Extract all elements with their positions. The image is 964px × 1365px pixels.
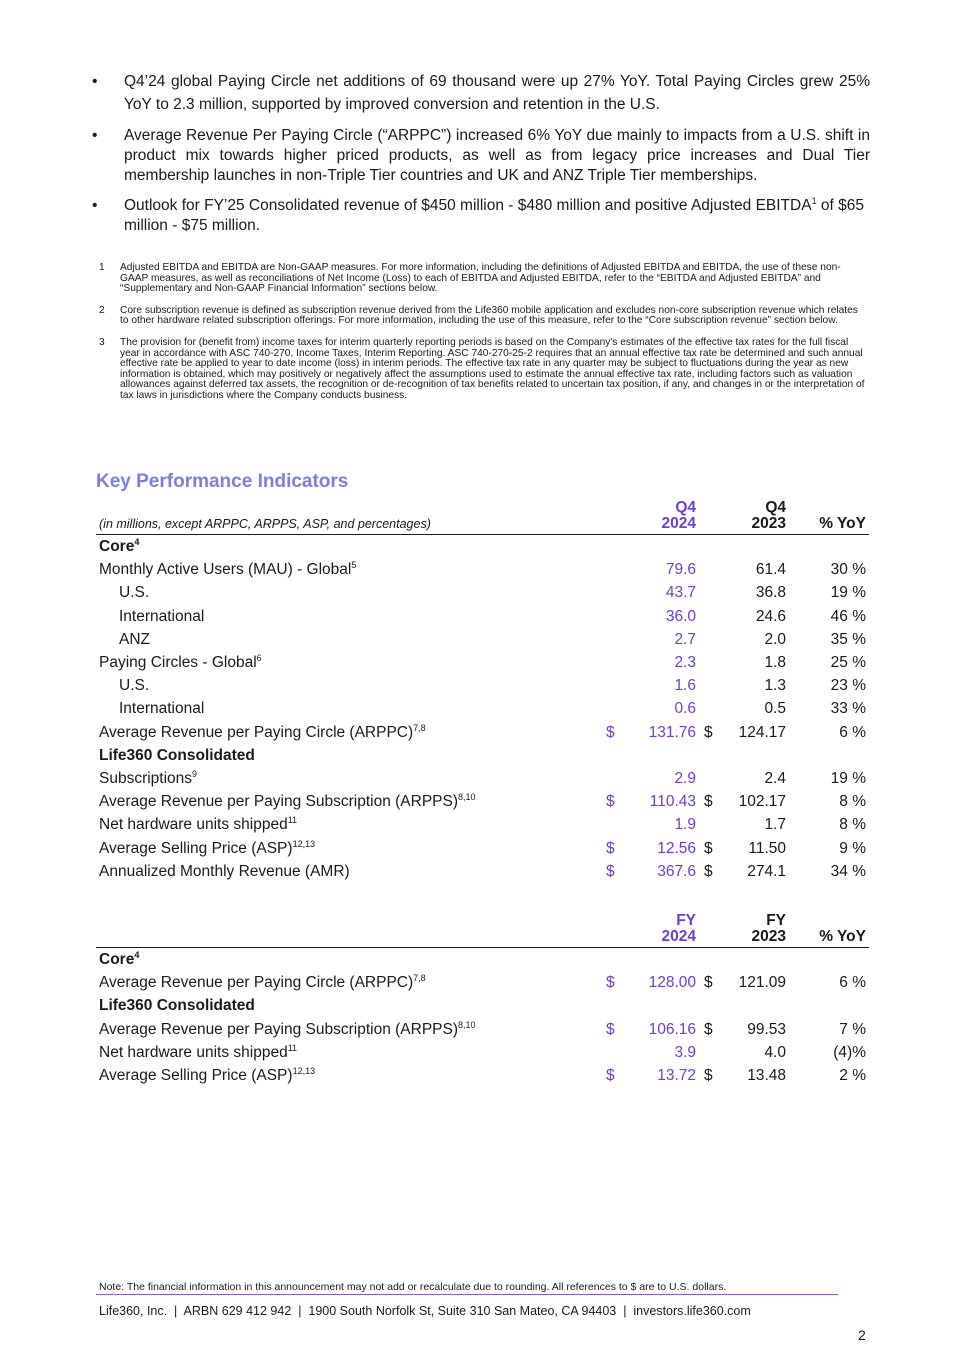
footnote-ref: 4 [134,536,140,547]
row-label-text: Average Revenue per Paying Circle (ARPPC) [99,723,414,741]
currency-symbol: $ [606,723,615,741]
value-current: 131.76 [648,723,696,741]
value-prior: 99.53 [747,1020,786,1038]
footnote-ref: 9 [192,768,198,779]
currency-symbol: $ [606,1020,615,1038]
footnote-ref: 8,10 [458,792,476,803]
section-row [96,948,869,972]
col-current-header [626,913,696,948]
header-spacer [606,913,626,948]
row-label [96,581,606,604]
footnote-ref: 1 [811,195,817,206]
row-label [96,1041,606,1064]
value-prior: 0.5 [764,700,786,718]
footnote-number: 2 [99,304,105,316]
value-yoy: 35 % [830,630,866,648]
currency-current [606,721,626,744]
value-yoy: (4)% [833,1043,866,1061]
table-row [96,721,869,744]
section-label [96,744,869,767]
header-spacer [696,913,726,948]
col-prior-header [726,913,786,948]
value-current: 43.7 [665,584,696,602]
footnote-ref: 6 [256,652,262,663]
footnote-number: 3 [99,336,105,348]
table-caption: (in millions, except ARPPC, ARPPS, ASP, and percentages) [96,500,606,535]
value-current: 36.0 [665,607,696,625]
value-current: 128.00 [648,974,696,992]
currency-current [606,813,626,836]
currency-symbol: $ [606,974,615,992]
value-prior: 1.8 [764,654,786,672]
footnote-1 [96,263,866,295]
table-row [96,1064,869,1087]
col-current-year: 2024 [661,928,696,945]
currency-symbol: $ [704,862,713,880]
currency-current [606,837,626,860]
currency-prior [696,1064,726,1087]
footnote-text: The provision for (benefit from) income taxes for interim quarterly reporting periods is based on the Company's estimates of the effective tax rates for the full fiscal year in accordance with ASC 740-270, Income Taxes, Interim Reporting. ASC 740-270-25-2 requires that an annual effective tax rate be determined and such annual effective rate be applied to year to date income (loss) in interim periods. The effective tax rate in any quarter may be subject to fluctuations during the year as new information is obtained, which may positively or negatively affect the assumptions used to estimate the annual effective tax rate, including factors such as valuation allowances against deferred tax assets, the recognition or de-recognition of tax benefits related to uncertain tax position, if any, and changes in or the interpretation of tax laws in jurisdictions where the Company conducts business. [120,336,865,401]
value-yoy: 19 % [830,584,866,602]
row-label-text: Paying Circles - Global [99,654,257,672]
currency-current [606,628,626,651]
row-label [96,628,606,651]
footnote-2 [96,306,866,327]
table-row [96,674,869,697]
value-current: 2.3 [674,654,696,672]
currency-prior [696,651,726,674]
value-yoy: 19 % [830,770,866,788]
row-label-text: Net hardware units shipped [99,1043,288,1061]
currency-prior [696,581,726,604]
row-label-text: Average Revenue per Paying Circle (ARPPC) [99,974,414,992]
header-spacer [606,500,626,535]
footnote-ref: 12,13 [292,1065,316,1076]
footnote-text: Core subscription revenue is defined as subscription revenue derived from the Life360 mobile application and excludes non-core subscription revenue which relates to other hardware related subscription offerings. For more information, including the use of this measure, refer to the “Core subscription revenue” section below. [120,304,858,327]
value-current: 3.9 [674,1043,696,1061]
currency-current [606,767,626,790]
section-label-text: Core [99,538,135,555]
currency-symbol: $ [606,862,615,880]
footer-divider [96,1294,838,1295]
value-yoy: 8 % [839,816,866,834]
row-label-text: Monthly Active Users (MAU) - Global [99,561,352,579]
value-prior: 36.8 [755,584,786,602]
col-yoy-header: % YoY [786,913,869,948]
row-label-text: Average Revenue per Paying Subscription (ARPPS) [99,793,458,811]
col-current-period: FY [676,912,696,929]
value-yoy: 34 % [830,862,866,880]
value-current: 79.6 [665,561,696,579]
footer-address: Life360, Inc. | ARBN 629 412 942 | 1900 South Norfolk St, Suite 310 San Mateo, CA 94403 | investors.life360.com [99,1304,751,1318]
value-yoy: 25 % [830,654,866,672]
footnote-ref: 11 [287,1042,298,1053]
value-prior: 2.4 [764,770,786,788]
currency-current [606,651,626,674]
col-prior-year: 2023 [751,928,786,945]
row-label [96,1064,606,1087]
value-yoy: 46 % [830,607,866,625]
table-row [96,837,869,860]
footnote-ref: 8,10 [458,1019,476,1030]
currency-prior [696,1041,726,1064]
table-row [96,628,869,651]
currency-symbol: $ [704,974,713,992]
col-prior-period: Q4 [765,499,786,516]
row-label-text: Average Selling Price (ASP) [99,839,293,857]
header-spacer [696,500,726,535]
row-label [96,651,606,674]
table-row [96,860,869,883]
row-label [96,674,606,697]
currency-current [606,605,626,628]
page-number: 2 [858,1327,866,1343]
footnote-number: 1 [99,262,105,273]
currency-current [606,558,626,581]
value-current: 13.72 [657,1067,696,1085]
value-prior: 11.50 [748,839,786,857]
currency-prior [696,790,726,813]
currency-symbol: $ [606,1067,615,1085]
row-label-text: Average Revenue per Paying Subscription (ARPPS) [99,1020,458,1038]
value-prior: 61.4 [755,561,786,579]
row-label-text: Annualized Monthly Revenue (AMR) [99,862,350,880]
currency-current [606,674,626,697]
table-row [96,1018,869,1041]
currency-current [606,1041,626,1064]
highlight-bullet-2 [92,126,870,186]
value-current: 110.43 [649,793,696,811]
value-current: 0.6 [674,700,696,718]
value-yoy: 33 % [830,700,866,718]
annual-kpi-table [96,913,869,1087]
currency-prior [696,971,726,994]
col-yoy-header: % YoY [786,500,869,535]
currency-current [606,581,626,604]
value-prior: 124.17 [738,723,786,741]
value-yoy: 23 % [830,677,866,695]
section-label [96,994,869,1017]
table-header-row [96,913,869,948]
currency-prior [696,674,726,697]
highlight-text: Outlook for FY’25 Consolidated revenue of $450 million - $480 million and positive Adjusted EBITDA [124,197,812,214]
currency-prior [696,628,726,651]
table-row [96,605,869,628]
row-label [96,1018,606,1041]
row-label [96,790,606,813]
value-yoy: 9 % [839,839,866,857]
value-prior: 24.6 [755,607,786,625]
col-current-period: Q4 [675,499,696,516]
row-label [96,558,606,581]
row-label-text: Net hardware units shipped [99,816,288,834]
highlight-text: Average Revenue Per Paying Circle (“ARPPC”) increased 6% YoY due mainly to impacts from a U.S. shift in product mix towards higher priced products, as well as from legacy price increases and Dual Tier membership launches in non-Triple Tier countries and UK and ANZ Triple Tier memberships. [124,127,870,184]
value-prior: 102.17 [738,793,786,811]
col-prior-period: FY [766,912,786,929]
currency-symbol: $ [704,793,713,811]
table-caption [96,913,606,948]
value-current: 1.9 [674,816,696,834]
value-yoy: 8 % [839,793,866,811]
table-row [96,651,869,674]
currency-current [606,790,626,813]
value-current: 12.56 [657,839,696,857]
table-row [96,767,869,790]
currency-prior [696,813,726,836]
table-row [96,790,869,813]
section-row [96,744,869,767]
highlight-bullet-3 [92,196,870,236]
section-title: Key Performance Indicators [96,471,349,492]
value-yoy: 2 % [839,1067,866,1085]
footnote-3 [96,338,866,402]
currency-symbol: $ [606,793,615,811]
currency-symbol: $ [704,1020,713,1038]
row-label-text: International [119,700,205,718]
section-label-text: Core [99,951,135,968]
currency-prior [696,1018,726,1041]
table-row [96,1041,869,1064]
currency-prior [696,837,726,860]
value-prior: 274.1 [747,862,786,880]
highlights-list [92,70,870,246]
value-current: 2.7 [674,630,696,648]
row-label-text: Subscriptions [99,770,193,788]
row-label [96,837,606,860]
currency-symbol: $ [606,839,615,857]
currency-current [606,971,626,994]
value-prior: 4.0 [764,1043,786,1061]
value-current: 106.16 [648,1020,696,1038]
value-current: 1.6 [674,677,696,695]
value-yoy: 30 % [830,561,866,579]
row-label [96,860,606,883]
currency-prior [696,767,726,790]
footnote-ref: 4 [134,949,140,960]
footnotes [96,263,866,413]
value-prior: 121.09 [738,974,786,992]
section-label-text: Life360 Consolidated [99,746,255,764]
footer-note: Note: The financial information in this announcement may not add or recalculate due to rounding. All references to $ are to U.S. dollars. [99,1281,727,1293]
highlight-text-tail: of $65 million - $75 million. [124,197,864,234]
row-label-text: International [119,607,205,625]
footnote-ref: 5 [351,560,357,571]
footnote-ref: 7,8 [413,973,426,984]
row-label [96,767,606,790]
table-row [96,813,869,836]
value-prior: 1.3 [764,677,786,695]
currency-symbol: $ [704,723,713,741]
currency-prior [696,605,726,628]
row-label-text: U.S. [119,584,150,602]
footnote-ref: 12,13 [292,838,316,849]
currency-prior [696,860,726,883]
currency-current [606,1064,626,1087]
section-label [96,948,869,972]
footnote-text: Adjusted EBITDA and EBITDA are Non-GAAP measures. For more information, including the definitions of Adjusted EBITDA and EBITDA, the use of these non-GAAP measures, as well as reconciliations of Net Income (Loss) to each of EBITDA and Adjusted EBITDA, refer to the “EBITDA and Adjusted EBITDA” and “Supplementary and Non-GAAP Financial Information” sections below. [120,262,841,295]
table-row [96,971,869,994]
currency-prior [696,558,726,581]
value-prior: 13.48 [747,1067,786,1085]
value-current: 367.6 [657,862,696,880]
row-label [96,813,606,836]
footnote-ref: 7,8 [413,722,426,733]
col-prior-year: 2023 [751,515,786,532]
row-label [96,721,606,744]
currency-current [606,860,626,883]
row-label-text: U.S. [119,677,150,695]
value-yoy: 6 % [839,723,866,741]
currency-symbol: $ [704,1067,713,1085]
row-label [96,971,606,994]
footnote-ref: 11 [287,815,298,826]
value-yoy: 7 % [839,1020,866,1038]
table-row [96,558,869,581]
col-prior-header [726,500,786,535]
highlight-text: Q4’24 global Paying Circle net additions of 69 thousand were up 27% YoY. Total Paying Circles grew 25% YoY to 2.3 million, supported by improved conversion and retention in the U.S. [124,73,870,113]
row-label-text: Average Selling Price (ASP) [99,1067,293,1085]
col-current-header [626,500,696,535]
col-current-year: 2024 [661,515,696,532]
currency-current [606,697,626,720]
quarterly-kpi-table [96,500,869,883]
value-prior: 2.0 [764,630,786,648]
value-current: 2.9 [674,770,696,788]
value-yoy: 6 % [839,974,866,992]
section-row [96,994,869,1017]
currency-symbol: $ [704,839,713,857]
row-label [96,697,606,720]
section-label [96,535,869,559]
row-label [96,605,606,628]
section-row [96,535,869,559]
row-label-text: ANZ [119,630,150,648]
table-row [96,581,869,604]
value-prior: 1.7 [764,816,786,834]
table-row [96,697,869,720]
currency-prior [696,721,726,744]
highlight-bullet-1 [92,70,870,116]
currency-prior [696,697,726,720]
table-header-row [96,500,869,535]
currency-current [606,1018,626,1041]
section-label-text: Life360 Consolidated [99,997,255,1015]
